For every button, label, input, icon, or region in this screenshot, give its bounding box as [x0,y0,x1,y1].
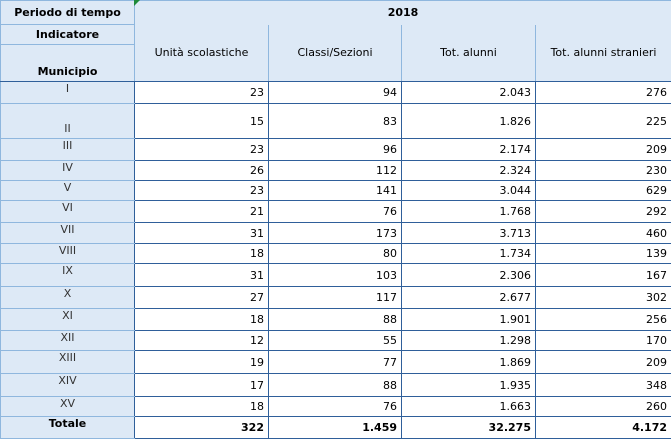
value-cell: 2.306 [402,264,536,287]
value-cell: 2.043 [402,82,536,104]
municipio-cell: III [1,139,135,161]
municipio-cell: II [1,104,135,139]
value-cell: 31 [135,223,269,244]
value-cell: 173 [269,223,402,244]
table-row [1,309,671,331]
value-cell: 77 [269,351,402,374]
value-cell: 2.324 [402,161,536,181]
value-cell: 3.713 [402,223,536,244]
municipio-cell: VII [1,223,135,244]
table-row [1,104,671,139]
value-cell: 167 [536,264,671,287]
value-cell: 31 [135,264,269,287]
total-row [1,417,671,439]
value-cell: 18 [135,244,269,264]
value-cell: 1.298 [402,331,536,351]
value-cell: 55 [269,331,402,351]
value-cell: 1.826 [402,104,536,139]
col-header-stranieri: Tot. alunni stranieri [536,25,671,82]
value-cell: 629 [536,181,671,201]
municipio-cell: IX [1,264,135,287]
municipio-cell: XII [1,331,135,351]
value-cell: 292 [536,201,671,223]
value-cell: 1.734 [402,244,536,264]
value-cell: 21 [135,201,269,223]
value-cell: 26 [135,161,269,181]
table-row [1,82,671,104]
header-row-indicatore [1,25,671,45]
value-cell: 76 [269,201,402,223]
indicatore-label: Indicatore [1,25,135,45]
value-cell: 17 [135,374,269,397]
total-cell: 4.172 [536,417,671,439]
municipio-cell: IV [1,161,135,181]
value-cell: 209 [536,351,671,374]
value-cell: 76 [269,397,402,417]
value-cell: 83 [269,104,402,139]
value-cell: 139 [536,244,671,264]
municipio-cell: VIII [1,244,135,264]
municipio-cell: X [1,287,135,309]
municipio-cell: XIII [1,351,135,374]
municipio-cell: XIV [1,374,135,397]
value-cell: 23 [135,181,269,201]
periodo-label: Periodo di tempo [1,1,135,25]
value-cell: 260 [536,397,671,417]
total-label: Totale [1,417,135,439]
table-row [1,374,671,397]
col-header-alunni: Tot. alunni [402,25,536,82]
municipio-cell: XV [1,397,135,417]
col-header-unita: Unità scolastiche [135,25,269,82]
total-cell: 1.459 [269,417,402,439]
value-cell: 103 [269,264,402,287]
table-row [1,161,671,181]
value-cell: 1.935 [402,374,536,397]
value-cell: 18 [135,397,269,417]
total-cell: 32.275 [402,417,536,439]
value-cell: 276 [536,82,671,104]
municipio-label: Municipio [1,45,135,82]
table-row [1,287,671,309]
municipio-cell: I [1,82,135,104]
value-cell: 88 [269,374,402,397]
col-header-classi: Classi/Sezioni [269,25,402,82]
value-cell: 209 [536,139,671,161]
table-row [1,351,671,374]
value-cell: 3.044 [402,181,536,201]
municipio-cell: XI [1,309,135,331]
table-row [1,264,671,287]
value-cell: 94 [269,82,402,104]
value-cell: 230 [536,161,671,181]
value-cell: 23 [135,139,269,161]
value-cell: 15 [135,104,269,139]
value-cell: 96 [269,139,402,161]
value-cell: 2.174 [402,139,536,161]
value-cell: 12 [135,331,269,351]
table-row [1,244,671,264]
year-header: 2018 [135,1,671,25]
table-row [1,331,671,351]
value-cell: 225 [536,104,671,139]
value-cell: 1.663 [402,397,536,417]
municipio-cell: VI [1,201,135,223]
value-cell: 19 [135,351,269,374]
table-row [1,139,671,161]
value-cell: 141 [269,181,402,201]
table-row [1,181,671,201]
value-cell: 2.677 [402,287,536,309]
value-cell: 23 [135,82,269,104]
value-cell: 27 [135,287,269,309]
cell-corner-marker [134,0,140,6]
value-cell: 112 [269,161,402,181]
table-row [1,397,671,417]
header-row-period [1,1,671,25]
total-cell: 322 [135,417,269,439]
value-cell: 117 [269,287,402,309]
value-cell: 1.869 [402,351,536,374]
value-cell: 80 [269,244,402,264]
value-cell: 460 [536,223,671,244]
municipio-cell: V [1,181,135,201]
value-cell: 1.901 [402,309,536,331]
value-cell: 170 [536,331,671,351]
value-cell: 256 [536,309,671,331]
value-cell: 18 [135,309,269,331]
table-row [1,201,671,223]
value-cell: 348 [536,374,671,397]
value-cell: 302 [536,287,671,309]
table-row [1,223,671,244]
value-cell: 1.768 [402,201,536,223]
value-cell: 88 [269,309,402,331]
